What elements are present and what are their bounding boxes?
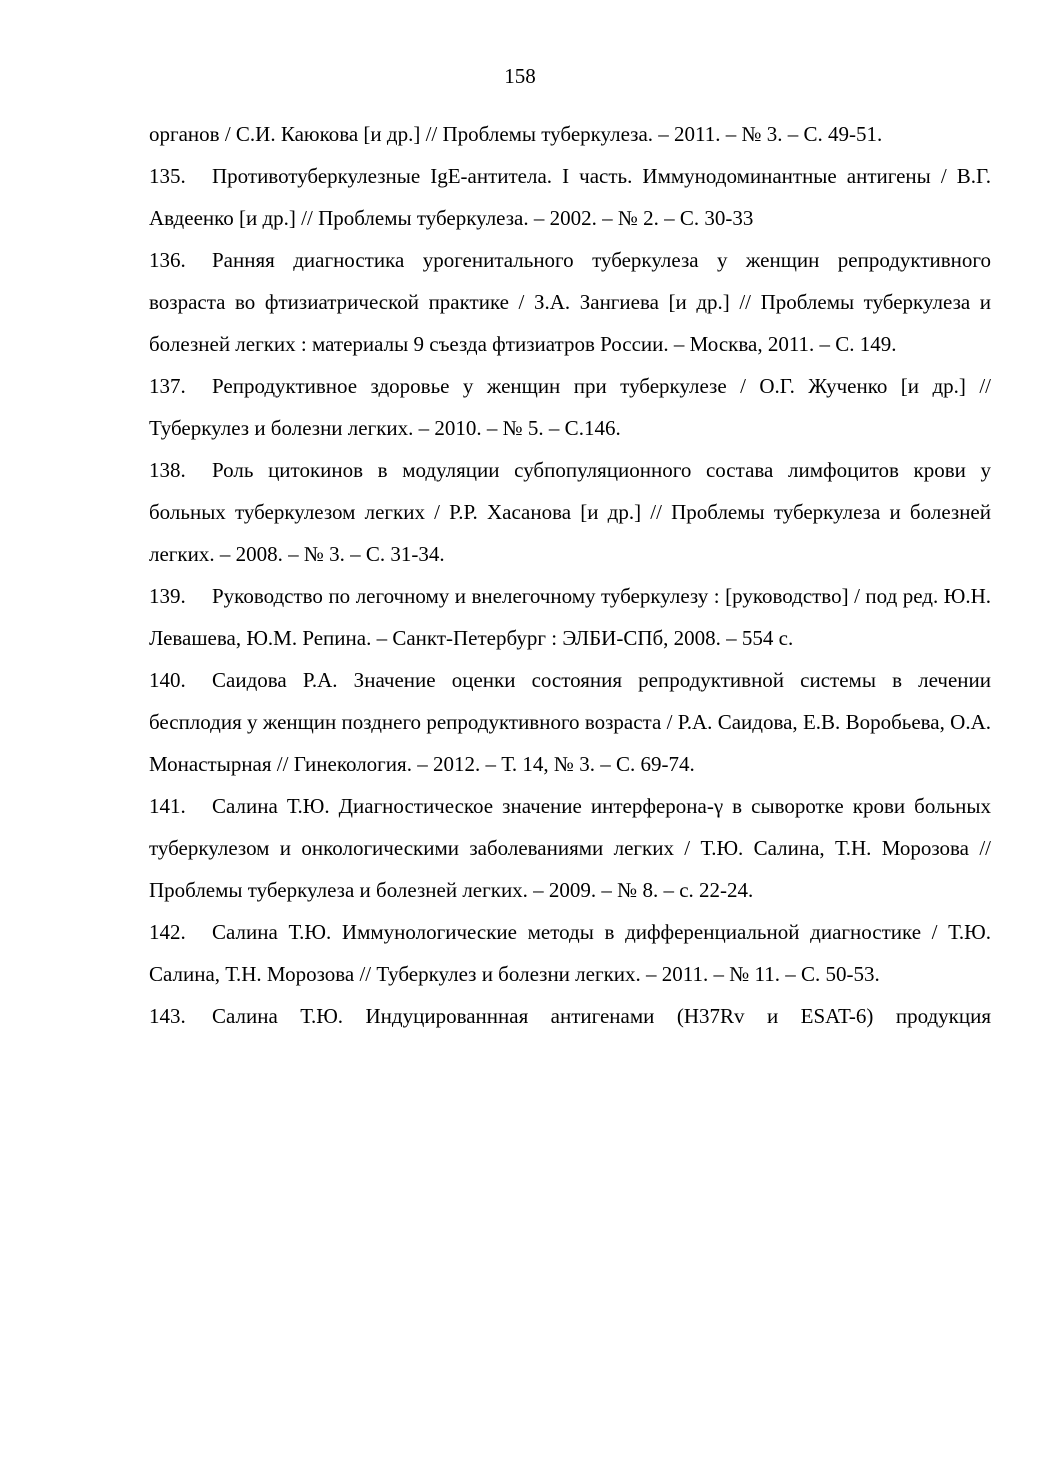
- entry-number: 141.: [149, 794, 186, 818]
- entry-text: Роль цитокинов в модуляции субпопуляционного состава лимфоцитов крови у больных туберкулезом легких / Р.Р. Хасанова [и др.] // Проблемы туберкулеза и болезней легких. – 2008. – № 3. – С. 31-34.: [149, 458, 991, 566]
- page-number: 158: [504, 64, 536, 88]
- entry-text: органов / С.И. Каюкова [и др.] // Проблемы туберкулеза. – 2011. – № 3. – С. 49-51.: [149, 122, 883, 146]
- entry-text: Ранняя диагностика урогенитального туберкулеза у женщин репродуктивного возраста во фтизиатрической практике / З.А. Зангиева [и др.] // Проблемы туберкулеза и болезней легких : материалы 9 съезда фтизиатров России. – Москва, 2011. – С. 149.: [149, 248, 991, 356]
- entry-number: 142.: [149, 920, 186, 944]
- bibliography-entry-138: [149, 449, 991, 575]
- entry-text: Салина Т.Ю. Иммунологические методы в дифференциальной диагностике / Т.Ю. Салина, Т.Н. Морозова // Туберкулез и болезни легких. – 2011. – № 11. – С. 50-53.: [149, 920, 991, 986]
- bibliography-entry-139: [149, 575, 991, 659]
- bibliography-entry-141: [149, 785, 991, 911]
- entry-text: Салина Т.Ю. Диагностическое значение интерферона-γ в сыворотке крови больных туберкулезом и онкологическими заболеваниями легких / Т.Ю. Салина, Т.Н. Морозова // Проблемы туберкулеза и болезней легких. – 2009. – № 8. – с. 22-24.: [149, 794, 991, 902]
- entry-text: Противотуберкулезные IgE-антитела. I часть. Иммунодоминантные антигены / В.Г. Авдеенко [и др.] // Проблемы туберкулеза. – 2002. – № 2. – С. 30-33: [149, 164, 991, 230]
- bibliography-entry-142: [149, 911, 991, 995]
- bibliography-entry-143: [149, 995, 991, 1037]
- bibliography-entry-135: [149, 155, 991, 239]
- entry-number: 136.: [149, 248, 186, 272]
- entry-text: Репродуктивное здоровье у женщин при туберкулезе / О.Г. Жученко [и др.] // Туберкулез и болезни легких. – 2010. – № 5. – С.146.: [149, 374, 991, 440]
- entry-number: 140.: [149, 668, 186, 692]
- entry-number: 138.: [149, 458, 186, 482]
- entry-text: Руководство по легочному и внелегочному туберкулезу : [руководство] / под ред. Ю.Н. Левашева, Ю.М. Репина. – Санкт-Петербург : ЭЛБИ-СПб, 2008. – 554 с.: [149, 584, 991, 650]
- bibliography-entry-137: [149, 365, 991, 449]
- bibliography-entry-continued: [149, 113, 991, 155]
- entry-number: 137.: [149, 374, 186, 398]
- bibliography-list: [149, 113, 991, 1037]
- entry-text: Саидова Р.А. Значение оценки состояния репродуктивной системы в лечении бесплодия у женщин позднего репродуктивного возраста / Р.А. Саидова, Е.В. Воробьева, О.А. Монастырная // Гинекология. – 2012. – Т. 14, № 3. – С. 69-74.: [149, 668, 991, 776]
- entry-text: Салина Т.Ю. Индуцированнная антигенами (H37Rv и ESAT-6) продукция: [212, 1004, 991, 1028]
- entry-number: 139.: [149, 584, 186, 608]
- entry-number: 135.: [149, 164, 186, 188]
- bibliography-entry-140: [149, 659, 991, 785]
- bibliography-entry-136: [149, 239, 991, 365]
- entry-number: 143.: [149, 1004, 186, 1028]
